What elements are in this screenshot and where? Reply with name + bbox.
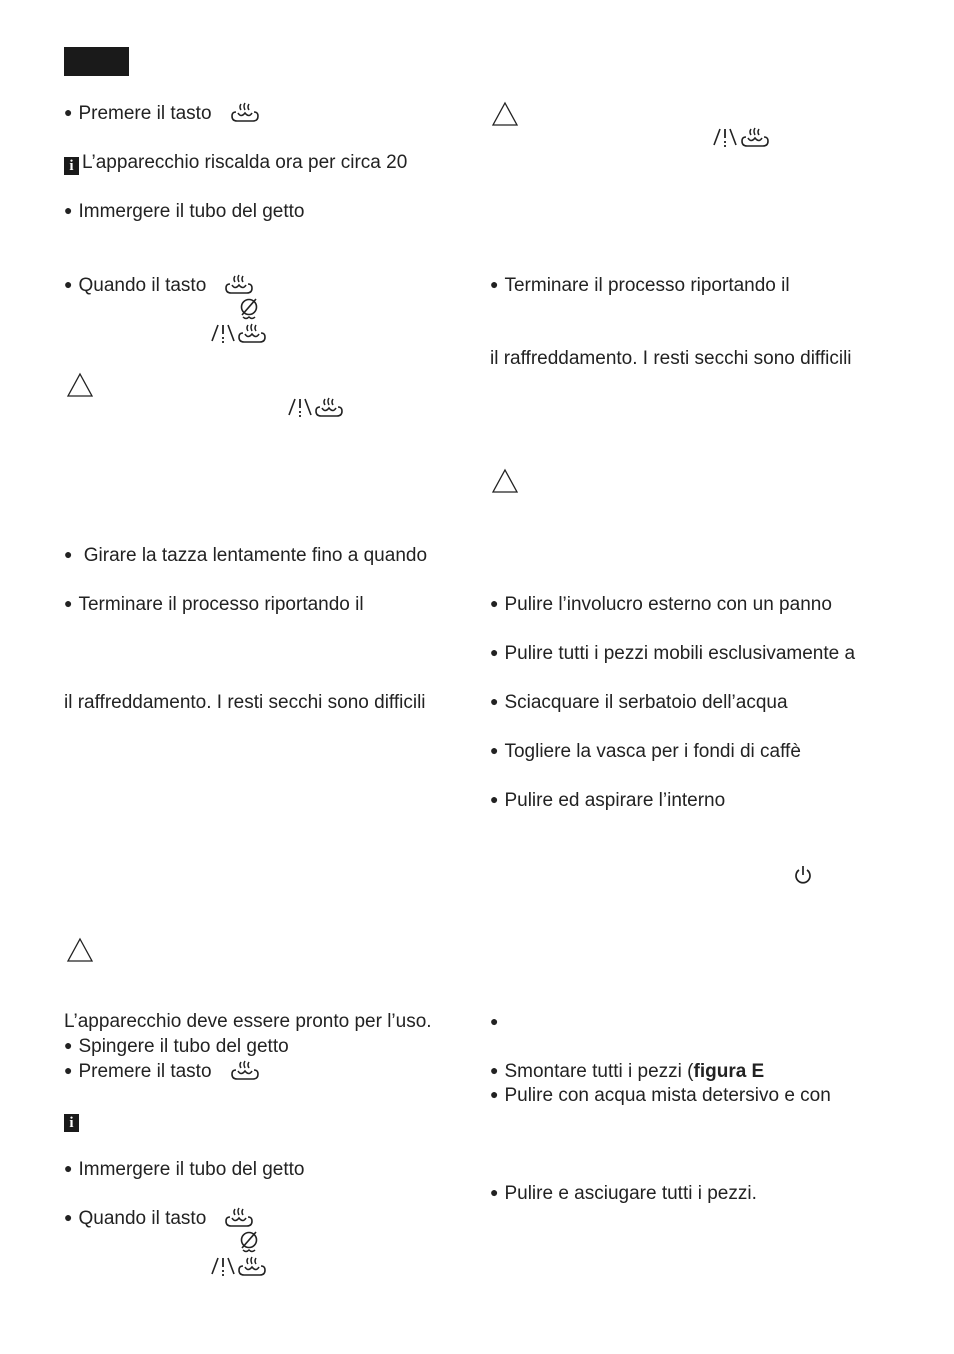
figura-reference: figura E [693,1061,765,1082]
info-note-2 [64,1109,82,1132]
raffreddamento-text-left: il raffreddamento. I resti secchi sono difficili [64,692,426,713]
bullet-icon: ● [490,276,499,292]
girare-item [64,545,427,567]
asciugare-text: Pulire e asciugare tutti i pezzi. [504,1183,757,1204]
bullet-icon: ● [64,595,73,611]
steam-icon [231,1060,259,1082]
quando-item-2 [64,1208,206,1230]
bullet-icon: ● [64,1037,73,1053]
info-icon: i [64,1114,79,1132]
bullet-icon: ● [64,1160,73,1176]
steam-jet-icon [210,323,236,345]
bullet-icon: ● [490,595,499,611]
bullet-icon: ● [490,1013,499,1029]
steam-icon [225,274,253,296]
immergere-text: Immergere il tubo del getto [78,201,305,222]
warning-triangle-icon [66,372,94,398]
vasca-item [490,741,801,763]
empty-bullet-item [490,1012,504,1034]
involucro-item [490,594,832,616]
bullet-icon: ● [490,742,499,758]
detersivo-item [490,1085,831,1107]
bullet-icon: ● [64,546,73,562]
info-icon: i [64,157,79,175]
bullet-icon: ● [490,1184,499,1200]
steam-icon [741,127,769,149]
bullet-icon: ● [64,276,73,292]
terminare-item-left [64,594,364,616]
quando-text: Quando il tasto [78,275,207,296]
smontare-text: Smontare tutti i pezzi ( [504,1061,694,1082]
steam-jet-icon [712,127,738,149]
bullet-icon: ● [64,1209,73,1225]
girare-text: Girare la tazza lentamente fino a quando [83,545,428,566]
steam-jet-icon [287,397,313,419]
steam-icon [238,1256,266,1278]
warning-triangle-icon [491,101,519,127]
quando-text: Quando il tasto [78,1208,207,1229]
serbatoio-text: Sciacquare il serbatoio dell’acqua [504,692,788,713]
steam-icon [231,102,259,124]
bullet-icon: ● [64,1062,73,1078]
info-note-1 [64,152,407,175]
serbatoio-item [490,692,788,714]
interno-item [490,790,725,812]
vasca-text: Togliere la vasca per i fondi di caffè [504,741,801,762]
bullet-icon: ● [64,202,73,218]
steam-icon [315,397,343,419]
terminare-text: Terminare il processo riportando il [78,594,364,615]
steam-icon [225,1207,253,1229]
immergere-item-1 [64,201,304,223]
mobili-text: Pulire tutti i pezzi mobili esclusivamente a [504,643,856,664]
spingere-item [64,1036,289,1058]
warning-triangle-icon [66,937,94,963]
detersivo-text: Pulire con acqua mista detersivo e con [504,1085,831,1106]
bullet-icon: ● [490,1086,499,1102]
steam-icon [238,323,266,345]
bullet-icon: ● [64,104,73,120]
pronto-text: L’apparecchio deve essere pronto per l’uso. [64,1011,432,1032]
interno-text: Pulire ed aspirare l’interno [504,790,726,811]
bullet-icon: ● [490,1062,499,1078]
power-icon [793,865,813,885]
bullet-icon: ● [490,644,499,660]
no-steam-icon [238,297,260,321]
info-text: L’apparecchio riscalda ora per circa 20 [82,152,408,173]
terminare-item-right [490,275,790,297]
smontare-item [490,1061,764,1083]
bullet-icon: ● [490,693,499,709]
warning-triangle-icon [491,468,519,494]
immergere-item-2 [64,1159,304,1181]
asciugare-item [490,1183,757,1205]
quando-item-1 [64,275,206,297]
no-steam-icon [238,1230,260,1254]
premere-text: Premere il tasto [78,103,212,124]
premere-text: Premere il tasto [78,1061,212,1082]
terminare-text: Terminare il processo riportando il [504,275,790,296]
bullet-icon: ● [490,791,499,807]
header-tab-block [64,47,129,76]
raffreddamento-text-right: il raffreddamento. I resti secchi sono difficili [490,348,852,369]
spingere-text: Spingere il tubo del getto [78,1036,289,1057]
steam-jet-icon [210,1256,236,1278]
premere-item-2 [64,1061,212,1083]
involucro-text: Pulire l’involucro esterno con un panno [504,594,832,615]
immergere-text: Immergere il tubo del getto [78,1159,305,1180]
mobili-item [490,643,855,665]
premere-item-1 [64,103,212,125]
